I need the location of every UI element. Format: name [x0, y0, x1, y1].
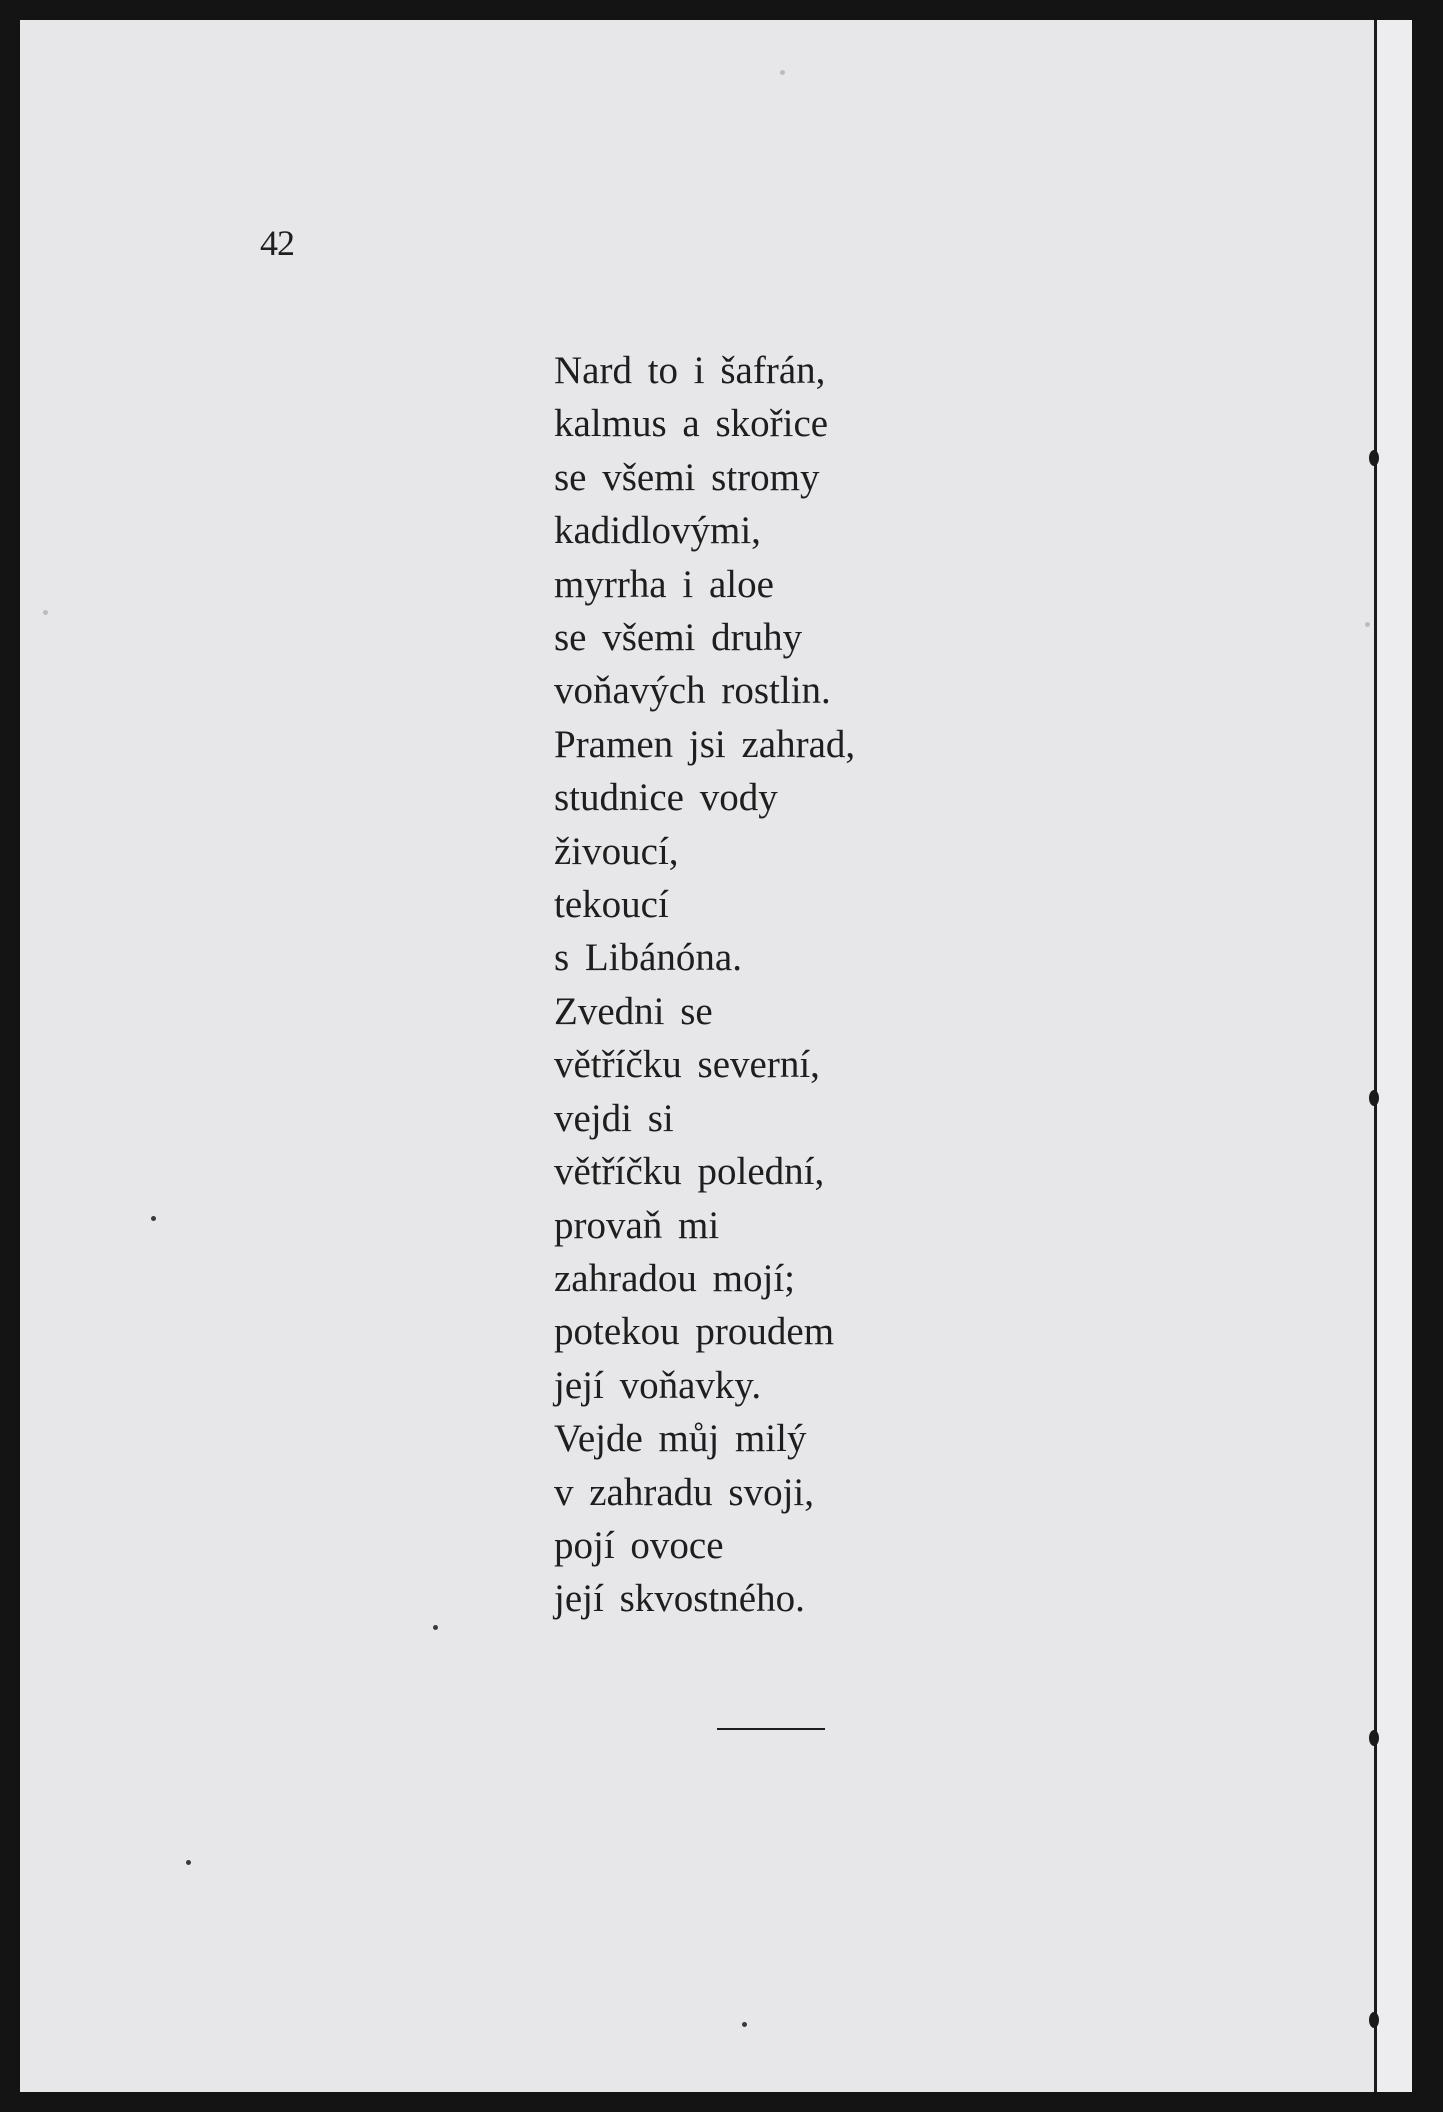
spine-mark: [1369, 1090, 1379, 1106]
poem-line: s Libánóna.: [554, 936, 742, 980]
poem-line: větříčku polední,: [554, 1150, 825, 1194]
scan-speck: [1365, 622, 1370, 627]
poem-line: myrrha i aloe: [554, 562, 774, 606]
scan-speck: [43, 610, 48, 615]
poem-line: Nard to i šafrán,: [554, 349, 826, 392]
poem-line: Pramen jsi zahrad,: [554, 722, 856, 766]
scan-speck: [433, 1625, 438, 1630]
poem-line: potekou proudem: [554, 1310, 835, 1354]
poem-line: studnice vody: [554, 776, 778, 820]
poem-line: její voňavky.: [554, 1363, 762, 1407]
poem-line: kalmus a skořice: [554, 402, 829, 446]
poem-line: v zahradu svoji,: [554, 1470, 815, 1514]
spine-mark: [1369, 1730, 1379, 1746]
poem-line: živoucí,: [554, 829, 679, 873]
poem-line: voňavých rostlin.: [554, 669, 831, 713]
poem-line: větříčku severní,: [554, 1043, 820, 1087]
poem-line: kadidlovými,: [554, 509, 761, 553]
spine-mark: [1369, 450, 1379, 466]
page-number: 42: [260, 223, 294, 263]
poem-line: zahradou mojí;: [554, 1256, 796, 1300]
poem-line: se všemi stromy: [554, 455, 820, 499]
poem-line: vejdi si: [554, 1096, 674, 1140]
poem-line: Zvedni se: [554, 989, 713, 1033]
scan-speck: [780, 70, 785, 75]
poem-line: její skvostného.: [554, 1577, 805, 1621]
poem-line: Vejde můj milý: [554, 1417, 807, 1461]
end-rule-divider: [717, 1728, 825, 1730]
scan-speck: [186, 1860, 191, 1865]
scan-speck: [151, 1216, 156, 1221]
spine-mark: [1369, 2012, 1379, 2028]
poem-line: pojí ovoce: [554, 1523, 724, 1567]
poem-line: tekoucí: [554, 883, 669, 927]
page-spine-edge: [1374, 20, 1412, 2092]
poem-line: se všemi druhy: [554, 616, 803, 660]
book-page: [20, 20, 1412, 2092]
poem-text: [554, 344, 855, 1626]
scan-speck: [742, 2022, 747, 2027]
poem-line: provaň mi: [554, 1203, 720, 1247]
